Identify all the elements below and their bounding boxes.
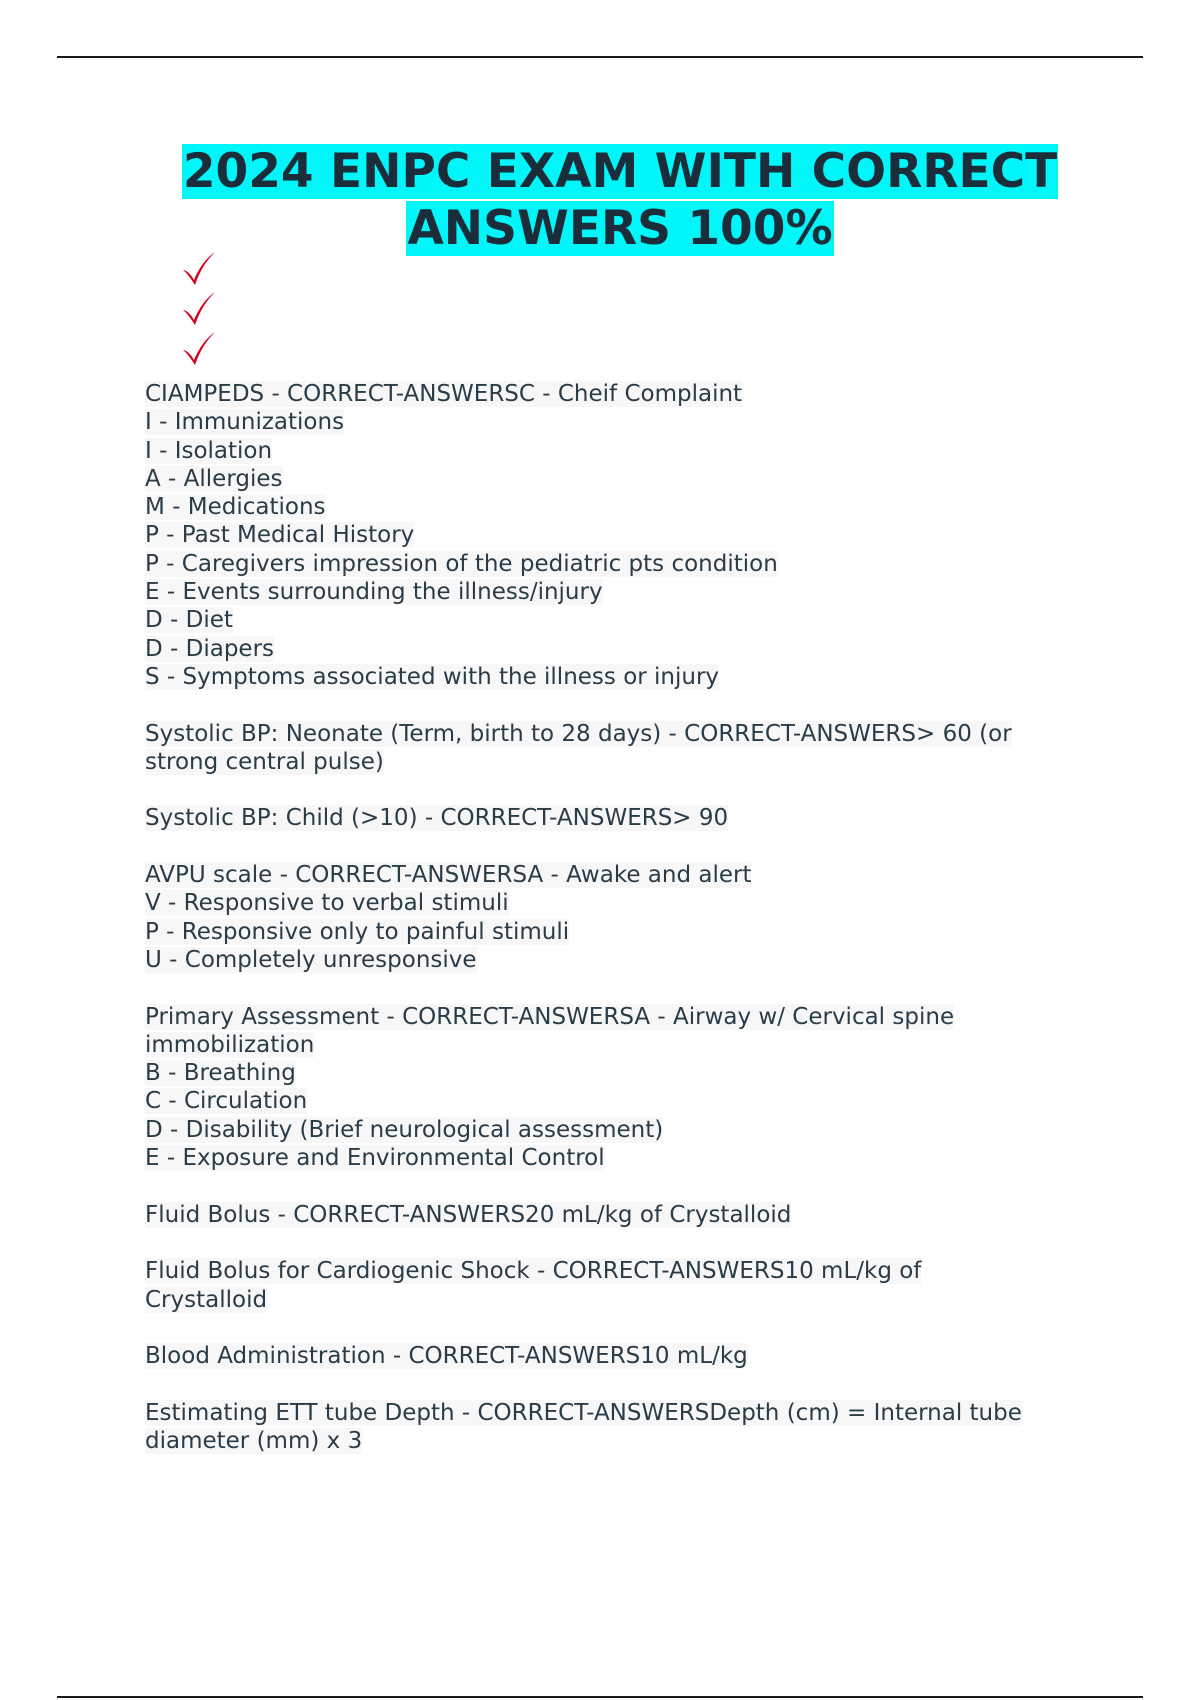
qa-line-text: S - Symptoms associated with the illness or injury — [145, 663, 720, 690]
qa-line — [145, 550, 1095, 578]
qa-line-text: Systolic BP: Child (>10) - CORRECT-ANSWERS> 90 — [145, 805, 729, 832]
qa-line-text: B - Breathing — [145, 1060, 296, 1087]
title-line-1: 2024 ENPC EXAM WITH CORRECT — [182, 144, 1058, 199]
qa-line — [145, 1257, 1095, 1285]
check-marks — [180, 248, 218, 368]
qa-line — [145, 1399, 1095, 1427]
qa-line — [145, 861, 1095, 889]
qa-line-text: immobilization — [145, 1031, 315, 1058]
qa-entry — [145, 804, 1095, 832]
qa-line — [145, 748, 1095, 776]
qa-line — [145, 1003, 1095, 1031]
qa-line — [145, 408, 1095, 436]
qa-line-text: P - Caregivers impression of the pediatric pts condition — [145, 550, 778, 577]
qa-line-text: E - Exposure and Environmental Control — [145, 1145, 605, 1172]
qa-line-text: Systolic BP: Neonate (Term, birth to 28 days) - CORRECT-ANSWERS> 60 (or — [145, 720, 1012, 747]
qa-line-text: D - Diapers — [145, 635, 275, 662]
qa-line — [145, 946, 1095, 974]
qa-line — [145, 663, 1095, 691]
qa-line — [145, 380, 1095, 408]
check-icon — [180, 328, 218, 368]
qa-line — [145, 1342, 1095, 1370]
qa-line-text: Primary Assessment - CORRECT-ANSWERSA - Airway w/ Cervical spine — [145, 1003, 955, 1030]
qa-line — [145, 465, 1095, 493]
qa-line-text: diameter (mm) x 3 — [145, 1427, 363, 1454]
qa-line — [145, 635, 1095, 663]
qa-line-text: E - Events surrounding the illness/injury — [145, 579, 603, 606]
qa-line-text: I - Isolation — [145, 437, 273, 464]
qa-line-text: U - Completely unresponsive — [145, 946, 477, 973]
qa-line-text: Blood Administration - CORRECT-ANSWERS10 mL/kg — [145, 1343, 748, 1370]
qa-line — [145, 437, 1095, 465]
page-title — [100, 143, 1140, 257]
qa-line-text: A - Allergies — [145, 465, 283, 492]
qa-line-text: V - Responsive to verbal stimuli — [145, 890, 509, 917]
qa-line — [145, 1087, 1095, 1115]
top-rule — [57, 56, 1143, 58]
qa-line — [145, 1427, 1095, 1455]
qa-line — [145, 493, 1095, 521]
qa-line — [145, 720, 1095, 748]
qa-line-text: Fluid Bolus for Cardiogenic Shock - CORRECT-ANSWERS10 mL/kg of — [145, 1258, 922, 1285]
qa-entry — [145, 861, 1095, 974]
qa-line-text: D - Diet — [145, 607, 233, 634]
qa-line — [145, 804, 1095, 832]
qa-line-text: C - Circulation — [145, 1088, 308, 1115]
qa-entry — [145, 1342, 1095, 1370]
qa-line — [145, 1286, 1095, 1314]
title-line-2: ANSWERS 100% — [407, 201, 833, 256]
qa-line — [145, 918, 1095, 946]
qa-line-text: M - Medications — [145, 494, 326, 521]
title-block — [100, 143, 1140, 257]
qa-content — [145, 380, 1095, 1484]
qa-entry — [145, 1257, 1095, 1314]
qa-line-text: AVPU scale - CORRECT-ANSWERSA - Awake and alert — [145, 862, 752, 889]
qa-line-text: I - Immunizations — [145, 409, 345, 436]
qa-line-text: Crystalloid — [145, 1286, 268, 1313]
qa-entry — [145, 720, 1095, 777]
qa-line — [145, 606, 1095, 634]
qa-line — [145, 1201, 1095, 1229]
qa-entry — [145, 380, 1095, 691]
qa-line-text: P - Responsive only to painful stimuli — [145, 918, 570, 945]
qa-line — [145, 889, 1095, 917]
qa-line — [145, 1059, 1095, 1087]
qa-line-text: CIAMPEDS - CORRECT-ANSWERSC - Cheif Complaint — [145, 381, 743, 407]
qa-line — [145, 1144, 1095, 1172]
qa-entry — [145, 1201, 1095, 1229]
qa-entry — [145, 1003, 1095, 1173]
bottom-rule — [57, 1696, 1143, 1698]
qa-line — [145, 1031, 1095, 1059]
check-icon — [180, 248, 218, 288]
qa-line-text: P - Past Medical History — [145, 522, 415, 549]
qa-line — [145, 521, 1095, 549]
qa-line — [145, 578, 1095, 606]
qa-line — [145, 1116, 1095, 1144]
qa-entry — [145, 1399, 1095, 1456]
qa-line-text: Fluid Bolus - CORRECT-ANSWERS20 mL/kg of Crystalloid — [145, 1201, 792, 1228]
qa-line-text: Estimating ETT tube Depth - CORRECT-ANSWERSDepth (cm) = Internal tube — [145, 1399, 1022, 1426]
qa-line-text: D - Disability (Brief neurological assessment) — [145, 1116, 664, 1143]
check-icon — [180, 288, 218, 328]
qa-line-text: strong central pulse) — [145, 748, 384, 775]
